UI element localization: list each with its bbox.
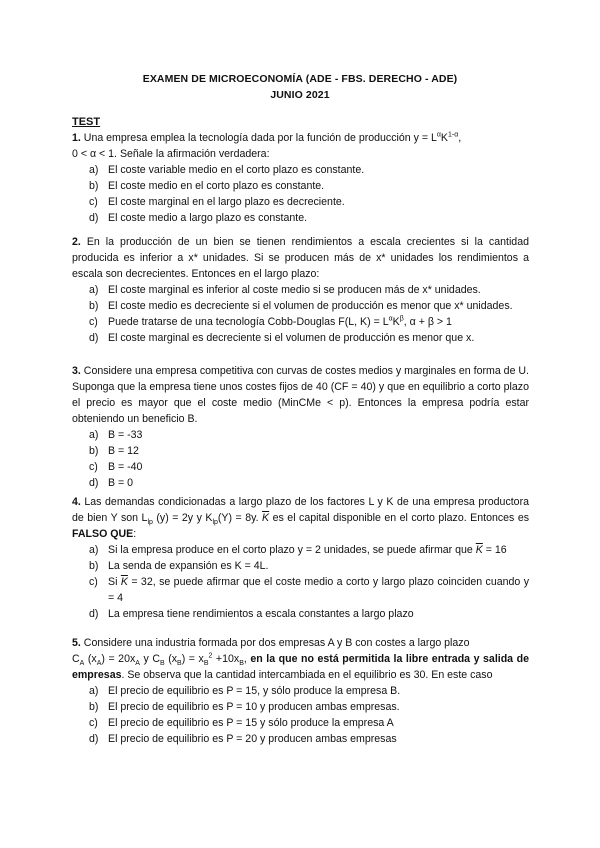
options-list [72, 683, 529, 747]
options-list [72, 542, 529, 622]
options-list [72, 282, 529, 346]
option-d[interactable]: d) La empresa tiene rendimientos a escala constantes a largo plazo [89, 608, 414, 620]
options-list [72, 162, 529, 226]
k-bar-symbol: $\overline{K}$ [475, 544, 483, 556]
exam-date: JUNIO 2021 [270, 89, 330, 101]
options-list [72, 427, 529, 491]
question-number: 4. [72, 496, 81, 508]
option-b[interactable]: b) El precio de equilibrio es P = 10 y producen ambas empresas. [89, 701, 400, 713]
section-heading: TEST [72, 116, 101, 128]
question-1-stem: 1. Una empresa emplea la tecnología dada por la función de producción $y = L^\alpha K^{1-\alpha}$, 0 < α < 1. Señale la afirmación verdadera: [72, 131, 462, 160]
option-b[interactable]: b) El coste medio es decreciente si el volumen de producción es menor que x* unidades. [89, 300, 513, 312]
exam-title: EXAMEN DE MICROECONOMÍA (ADE - FBS. DERECHO - ADE) [142, 73, 458, 85]
option-d[interactable]: d) El coste medio a largo plazo es constante. [89, 212, 308, 224]
option-c[interactable]: c) B = -40 [89, 461, 143, 473]
question-number: 5. [72, 637, 81, 649]
question-number: 2. [72, 236, 81, 248]
question-4 [72, 494, 529, 622]
option-c[interactable]: c) Si $\overline{K} = 32$, se puede afirmar que el coste medio a corto y largo plazo coinciden cuando y = 4 [89, 576, 529, 604]
question-2 [72, 234, 529, 346]
question-5-stem: 5. Considere una industria formada por dos empresas A y B con costes a largo plazo $C_A$ $(x_A) = 20x_A$ y $C_B$ $(x_B) = x_B^2 +10x_B$, en la que no está permitida la libre entrada y salida de empresas. Se observa que la cantidad intercambiada en el equilibrio es 30. En este caso [72, 637, 529, 681]
option-d[interactable]: d) El precio de equilibrio es P = 20 y producen ambas empresas [89, 733, 397, 745]
option-a[interactable]: a) B = -33 [89, 429, 143, 441]
question-2-stem: 2. En la producción de un bien se tienen rendimientos a escala crecientes si la cantidad producida es inferior a x* unidades. Si se producen más de x* unidades los rendimientos a escala son decrecientes. Entonces en el largo plazo: [72, 236, 529, 280]
option-a[interactable]: a) El precio de equilibrio es P = 15, y sólo produce la empresa B. [89, 685, 401, 697]
option-c[interactable]: c) El coste marginal en el largo plazo es decreciente. [89, 196, 345, 208]
option-d[interactable]: d) B = 0 [89, 477, 134, 489]
question-1 [72, 130, 529, 226]
question-number: 3. [72, 365, 81, 377]
option-c[interactable]: c) El precio de equilibrio es P = 15 y sólo produce la empresa A [89, 717, 394, 729]
option-a[interactable]: a) El coste marginal es inferior al coste medio si se producen más de x* unidades. [89, 284, 481, 296]
option-a[interactable]: a) Si la empresa produce en el corto plazo y = 2 unidades, se puede afirmar que $\overline{K} = 16$ [89, 544, 507, 556]
question-number: 1. [72, 132, 81, 144]
k-bar-symbol: $\overline{K}$ [120, 576, 128, 588]
option-b[interactable]: b) B = 12 [89, 445, 139, 457]
option-d[interactable]: d) El coste marginal es decreciente si el volumen de producción es menor que x. [89, 332, 475, 344]
question-3 [72, 363, 529, 491]
option-b[interactable]: b) La senda de expansión es K = 4L. [89, 560, 269, 572]
question-3-stem: 3. Considere una empresa competitiva con curvas de costes medios y marginales en forma de U. Suponga que la empresa tiene unos costes fijos de 40 (CF = 40) y que en equilibrio a corto plazo el precio es mayor que el coste medio (MinCMe < p). Entonces la empresa podría estar obteniendo un beneficio B. [72, 365, 529, 425]
k-bar-symbol: $\overline{K}$ [262, 512, 270, 524]
option-c[interactable]: c) Puede tratarse de una tecnología Cobb-Douglas F(L, $K) = L^\alpha K^\beta$, α + β > 1 [89, 315, 452, 328]
question-5 [72, 635, 529, 747]
option-b[interactable]: b) El coste medio en el corto plazo es constante. [89, 180, 325, 192]
question-4-stem: 4. Las demandas condicionadas a largo plazo de los factores L y K de una empresa productora de bien Y son $L_{lp}$ (y) = 2y y $K_{lp}(Y) = 8y$. $\overline{K}$ es el capital disponible en el corto plazo. Entonces es FALSO QUE: [72, 496, 530, 540]
option-a[interactable]: a) El coste variable medio en el corto plazo es constante. [89, 164, 365, 176]
